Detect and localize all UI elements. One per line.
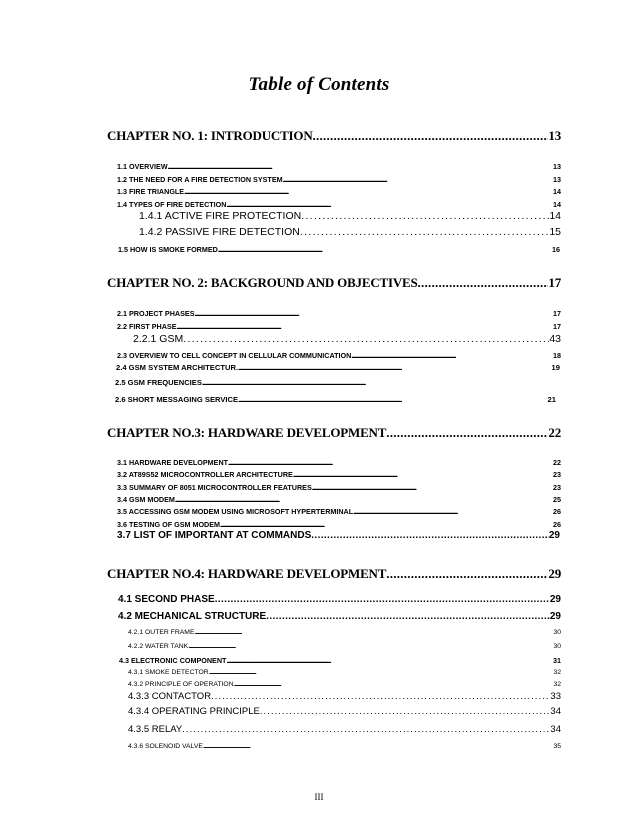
page-title: Table of Contents <box>248 74 390 95</box>
toc-label: 3.4 GSM MODEM <box>117 495 175 504</box>
toc-entry-1-1[interactable] <box>117 162 561 171</box>
toc-label: 1.4.2 PASSIVE FIRE DETECTION <box>139 226 300 238</box>
toc-entry-1-2[interactable] <box>117 175 561 184</box>
toc-leader <box>386 425 548 441</box>
toc-entry-4-3-2[interactable] <box>128 681 561 688</box>
toc-entry-1-3[interactable] <box>117 187 561 196</box>
toc-entry-4-3-5[interactable] <box>128 724 561 735</box>
toc-leader <box>203 743 554 750</box>
toc-label: 4.2 MECHANICAL STRUCTURE <box>118 611 267 622</box>
toc-label: 1.4 TYPES OF FIRE DETECTION <box>117 200 227 209</box>
toc-page: 16 <box>552 245 560 254</box>
toc-leader <box>300 226 549 238</box>
toc-entry-4-2[interactable] <box>118 611 561 622</box>
toc-leader <box>183 333 549 345</box>
toc-label: 4.3.1 SMOKE DETECTOR <box>128 669 209 676</box>
toc-leader <box>168 162 553 171</box>
toc-label: 3.7 LIST OF IMPORTANT AT COMMANDS <box>117 530 312 541</box>
toc-chapter-4[interactable] <box>107 566 561 582</box>
toc-leader <box>312 483 553 492</box>
toc-page: 32 <box>553 669 561 676</box>
toc-page: 14 <box>549 210 561 222</box>
toc-label: 4.3.2 PRINCIPLE OF OPERATION <box>128 681 234 688</box>
toc-entry-1-5[interactable] <box>118 245 560 254</box>
toc-entry-4-3-6[interactable] <box>128 743 561 750</box>
toc-leader <box>209 669 554 676</box>
toc-label: CHAPTER NO. 2: BACKGROUND AND OBJECTIVES <box>107 275 418 290</box>
toc-label: 3.3 SUMMARY OF 8051 MICROCONTROLLER FEATURES <box>117 483 312 492</box>
page-number-footer: III <box>314 792 324 802</box>
toc-page: 17 <box>553 309 561 318</box>
toc-leader <box>202 378 560 387</box>
toc-leader <box>194 629 553 636</box>
toc-label: 3.5 ACCESSING GSM MODEM USING MICROSOFT HYPERTERMINAL <box>117 507 354 516</box>
toc-label: 4.3 ELECTRONIC COMPONENT <box>119 656 227 665</box>
toc-leader <box>211 691 550 702</box>
toc-label: CHAPTER NO.4: HARDWARE DEVELOPMENT <box>107 566 387 581</box>
toc-leader <box>215 594 550 605</box>
toc-chapter-2[interactable] <box>107 275 561 291</box>
toc-leader <box>177 322 553 331</box>
toc-label: CHAPTER NO. 1: INTRODUCTION <box>107 128 313 143</box>
toc-label: 4.3.4 OPERATING PRINCIPLE <box>128 706 260 717</box>
toc-leader <box>266 611 550 622</box>
toc-chapter-3[interactable] <box>107 425 561 441</box>
toc-page: 35 <box>553 743 561 750</box>
toc-page: 13 <box>548 128 561 143</box>
toc-label: 4.2.2 WATER TANK <box>128 643 189 650</box>
toc-page: 34 <box>550 706 561 717</box>
toc-leader <box>260 706 551 717</box>
toc-leader <box>418 275 549 291</box>
toc-label: 2.4 GSM SYSTEM ARCHITECTUR. <box>116 363 239 372</box>
toc-leader <box>228 458 553 467</box>
toc-page: 22 <box>553 458 561 467</box>
toc-page: 23 <box>553 470 561 479</box>
toc-page: 34 <box>550 724 561 735</box>
toc-page: 29 <box>549 611 561 622</box>
toc-page: 14 <box>553 187 561 196</box>
toc-leader <box>188 643 553 650</box>
toc-label: 4.3.6 SOLENOID VALVE <box>128 743 203 750</box>
toc-label: 4.3.5 RELAY <box>128 724 183 735</box>
toc-label: 2.2 FIRST PHASE <box>117 322 177 331</box>
toc-leader <box>184 187 553 196</box>
toc-leader <box>195 309 554 318</box>
toc-entry-4-3-1[interactable] <box>128 669 561 676</box>
toc-leader <box>226 656 553 665</box>
toc-entry-3-1[interactable] <box>117 458 561 467</box>
toc-page: 17 <box>553 322 561 331</box>
toc-label: 1.2 THE NEED FOR A FIRE DETECTION SYSTEM <box>117 175 283 184</box>
toc-leader <box>238 395 547 404</box>
toc-leader <box>301 210 549 222</box>
toc-leader <box>182 724 550 735</box>
toc-leader <box>313 128 549 144</box>
toc-page: 19 <box>551 363 560 372</box>
toc-leader <box>234 681 554 688</box>
toc-entry-4-2-1[interactable] <box>128 629 561 636</box>
toc-label: 3.1 HARDWARE DEVELOPMENT <box>117 458 229 467</box>
toc-page: 22 <box>548 425 561 440</box>
toc-entry-3-5[interactable] <box>117 507 561 516</box>
toc-label: 3.6 TESTING OF GSM MODEM <box>117 520 221 529</box>
toc-page: 43 <box>549 333 561 345</box>
toc-leader <box>226 200 553 209</box>
toc-entry-2-3[interactable] <box>117 351 561 360</box>
toc-entry-2-6[interactable] <box>115 395 556 404</box>
toc-leader <box>220 520 553 529</box>
toc-entry-2-5[interactable] <box>115 378 560 387</box>
toc-label: 2.3 OVERVIEW TO CELL CONCEPT IN CELLULAR COMMUNICATION <box>117 351 352 360</box>
toc-entry-1-4-1[interactable] <box>139 210 561 222</box>
toc-leader <box>175 495 553 504</box>
toc-page: 30 <box>553 629 561 636</box>
toc-page: 13 <box>553 162 561 171</box>
toc-entry-4-3-4[interactable] <box>128 706 561 717</box>
toc-entry-1-4[interactable] <box>117 200 561 209</box>
toc-entry-3-3[interactable] <box>117 483 561 492</box>
toc-leader <box>353 507 553 516</box>
toc-label: 4.2.1 OUTER FRAME <box>128 629 195 636</box>
toc-label: CHAPTER NO.3: HARDWARE DEVELOPMENT <box>107 425 387 440</box>
toc-label: 1.4.1 ACTIVE FIRE PROTECTION <box>139 210 302 222</box>
toc-page: 29 <box>548 566 561 581</box>
toc-page: 14 <box>553 200 561 209</box>
toc-leader <box>283 175 553 184</box>
toc-entry-3-7[interactable] <box>117 530 560 541</box>
toc-entry-4-2-2[interactable] <box>128 643 561 650</box>
toc-page: 13 <box>553 175 561 184</box>
toc-label: 2.2.1 GSM <box>133 333 184 345</box>
toc-page: 32 <box>553 681 561 688</box>
toc-entry-2-2[interactable] <box>117 322 561 331</box>
toc-page: 17 <box>548 275 561 290</box>
toc-entry-3-6[interactable] <box>117 520 561 529</box>
toc-label: 2.5 GSM FREQUENCIES <box>115 378 202 387</box>
toc-chapter-1[interactable] <box>107 128 561 144</box>
toc-entry-4-3-3[interactable] <box>128 691 561 702</box>
toc-leader <box>351 351 553 360</box>
toc-page: 26 <box>553 520 561 529</box>
toc-leader <box>218 245 552 254</box>
toc-page: 23 <box>553 483 561 492</box>
toc-label: 4.3.3 CONTACTOR <box>128 691 212 702</box>
toc-label: 1.1 OVERVIEW <box>117 162 168 171</box>
toc-entry-2-4[interactable] <box>116 363 560 372</box>
toc-leader <box>386 566 548 582</box>
toc-entry-3-4[interactable] <box>117 495 561 504</box>
toc-label: 1.5 HOW IS SMOKE FORMED <box>118 245 218 254</box>
toc-page: 29 <box>549 594 561 605</box>
toc-label: 2.1 PROJECT PHASES <box>117 309 195 318</box>
toc-entry-3-2[interactable] <box>117 470 561 479</box>
toc-label: 1.3 FIRE TRIANGLE <box>117 187 185 196</box>
toc-entry-4-1[interactable] <box>118 594 561 605</box>
toc-leader <box>293 470 553 479</box>
toc-entry-2-2-1[interactable] <box>133 333 561 345</box>
toc-label: 3.2 AT89S52 MICROCONTROLLER ARCHITECTURE <box>117 470 293 479</box>
toc-page: 33 <box>550 691 561 702</box>
toc-page: 29 <box>548 530 560 541</box>
toc-leader <box>238 363 551 372</box>
toc-leader <box>311 530 549 541</box>
toc-label: 2.6 SHORT MESSAGING SERVICE <box>115 395 239 404</box>
toc-page: 15 <box>549 226 561 238</box>
toc-label: 4.1 SECOND PHASE <box>118 594 215 605</box>
toc-entry-2-1[interactable] <box>117 309 561 318</box>
toc-page: 26 <box>553 507 561 516</box>
toc-page: 25 <box>553 495 561 504</box>
toc-entry-4-3[interactable] <box>119 656 561 665</box>
toc-page: 21 <box>547 395 556 404</box>
toc-entry-1-4-2[interactable] <box>139 226 561 238</box>
toc-page: 31 <box>553 656 561 665</box>
toc-page: 30 <box>553 643 561 650</box>
toc-page: 18 <box>553 351 561 360</box>
